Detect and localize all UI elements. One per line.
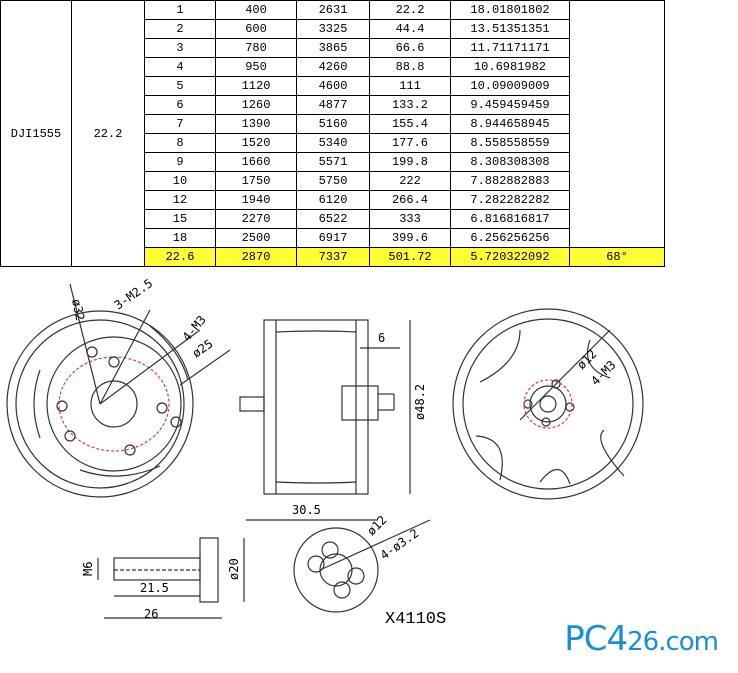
- table-cell: 5160: [297, 115, 370, 134]
- table-cell: 6522: [297, 210, 370, 229]
- highlight-cell: 7337: [297, 248, 370, 267]
- table-cell: 5340: [297, 134, 370, 153]
- dimension-label-len215: 21.5: [140, 581, 169, 595]
- table-cell: 4: [145, 58, 216, 77]
- table-cell: 1750: [216, 172, 297, 191]
- table-cell: 7: [145, 115, 216, 134]
- dimension-label-len26: 26: [144, 607, 159, 621]
- table-cell: 6.816816817: [451, 210, 570, 229]
- table-cell: 111: [370, 77, 451, 96]
- table-cell: 222: [370, 172, 451, 191]
- dimension-label-m32: 4-ø3.2: [377, 526, 422, 563]
- table-cell: 780: [216, 39, 297, 58]
- table-cell: 8.308308308: [451, 153, 570, 172]
- table-cell: 3325: [297, 20, 370, 39]
- table-cell: 9: [145, 153, 216, 172]
- table-cell: 3865: [297, 39, 370, 58]
- table-cell: 4877: [297, 96, 370, 115]
- watermark-logo: PC426.com: [564, 619, 718, 659]
- table-cell: 6120: [297, 191, 370, 210]
- table-cell: 6.256256256: [451, 229, 570, 248]
- highlight-cell: 5.720322092: [451, 248, 570, 267]
- table-cell: 10.09009009: [451, 77, 570, 96]
- model-label: X4110S: [385, 610, 447, 629]
- table-cell: 2270: [216, 210, 297, 229]
- table-cell: 1520: [216, 134, 297, 153]
- motor-drawing: [0, 270, 738, 673]
- table-cell: 1660: [216, 153, 297, 172]
- dimension-label-d20: ø20: [227, 558, 241, 580]
- table-cell: 400: [216, 1, 297, 20]
- table-cell: 2500: [216, 229, 297, 248]
- dimension-label-d12b: ø12: [364, 512, 390, 539]
- table-cell: 6: [145, 96, 216, 115]
- table-cell: 4260: [297, 58, 370, 77]
- dimension-label-d25: ø25: [189, 336, 216, 361]
- thrust-table: [0, 0, 665, 267]
- table-cell: 266.4: [370, 191, 451, 210]
- table-cell: 2: [145, 20, 216, 39]
- table-cell: 1390: [216, 115, 297, 134]
- highlight-cell: 68°: [570, 248, 665, 267]
- dimension-label-m25: 3-M2.5: [111, 276, 156, 313]
- table-cell: 18.01801802: [451, 1, 570, 20]
- table-cell: 7.882882883: [451, 172, 570, 191]
- dimension-label-d12a: ø12: [574, 346, 600, 373]
- table-cell: 11.71171171: [451, 39, 570, 58]
- highlight-cell: 22.6: [145, 248, 216, 267]
- table-cell: 10: [145, 172, 216, 191]
- table-cell: 6917: [297, 229, 370, 248]
- table-cell: 199.8: [370, 153, 451, 172]
- dimension-label-d482: ø48.2: [413, 383, 427, 420]
- dimension-label-d32: ø32: [69, 297, 88, 322]
- table-cell: 600: [216, 20, 297, 39]
- highlight-cell: 501.72: [370, 248, 451, 267]
- dimension-label-len305: 30.5: [292, 503, 321, 517]
- table-cell: 18: [145, 229, 216, 248]
- table-cell: 8: [145, 134, 216, 153]
- table-cell: 8.944658945: [451, 115, 570, 134]
- table-cell: 10.6981982: [451, 58, 570, 77]
- table-cell: 13.51351351: [451, 20, 570, 39]
- table-cell: 1940: [216, 191, 297, 210]
- table-cell: 399.6: [370, 229, 451, 248]
- dimension-label-six: 6: [378, 331, 386, 345]
- table-cell: 1: [145, 1, 216, 20]
- table-cell: 5: [145, 77, 216, 96]
- table-cell: 9.459459459: [451, 96, 570, 115]
- table-cell: 133.2: [370, 96, 451, 115]
- table-cell: 44.4: [370, 20, 451, 39]
- dimension-label-m3a: 4-M3: [179, 312, 209, 344]
- table-row: [1, 1, 665, 20]
- table-cell: 5750: [297, 172, 370, 191]
- table-cell: 950: [216, 58, 297, 77]
- table-cell: 4600: [297, 77, 370, 96]
- table-cell: 15: [145, 210, 216, 229]
- table-cell: 22.2: [370, 1, 451, 20]
- table-cell: 88.8: [370, 58, 451, 77]
- table-cell: 3: [145, 39, 216, 58]
- table-cell: 5571: [297, 153, 370, 172]
- dimension-label-m6: M6: [81, 561, 95, 576]
- table-cell: 177.6: [370, 134, 451, 153]
- table-cell: 12: [145, 191, 216, 210]
- table-cell: 2631: [297, 1, 370, 20]
- table-cell: 8.558558559: [451, 134, 570, 153]
- dimension-label-m3b: 4-M3: [588, 357, 619, 389]
- table-cell: 155.4: [370, 115, 451, 134]
- highlight-cell: 2870: [216, 248, 297, 267]
- table-cell: 66.6: [370, 39, 451, 58]
- table-cell: 1120: [216, 77, 297, 96]
- table-cell: 7.282282282: [451, 191, 570, 210]
- table-cell: 1260: [216, 96, 297, 115]
- voltage-cell: 22.2: [72, 1, 145, 267]
- motor-model-cell: DJI1555: [1, 1, 72, 267]
- table-cell: 333: [370, 210, 451, 229]
- blank-cell: [570, 1, 665, 248]
